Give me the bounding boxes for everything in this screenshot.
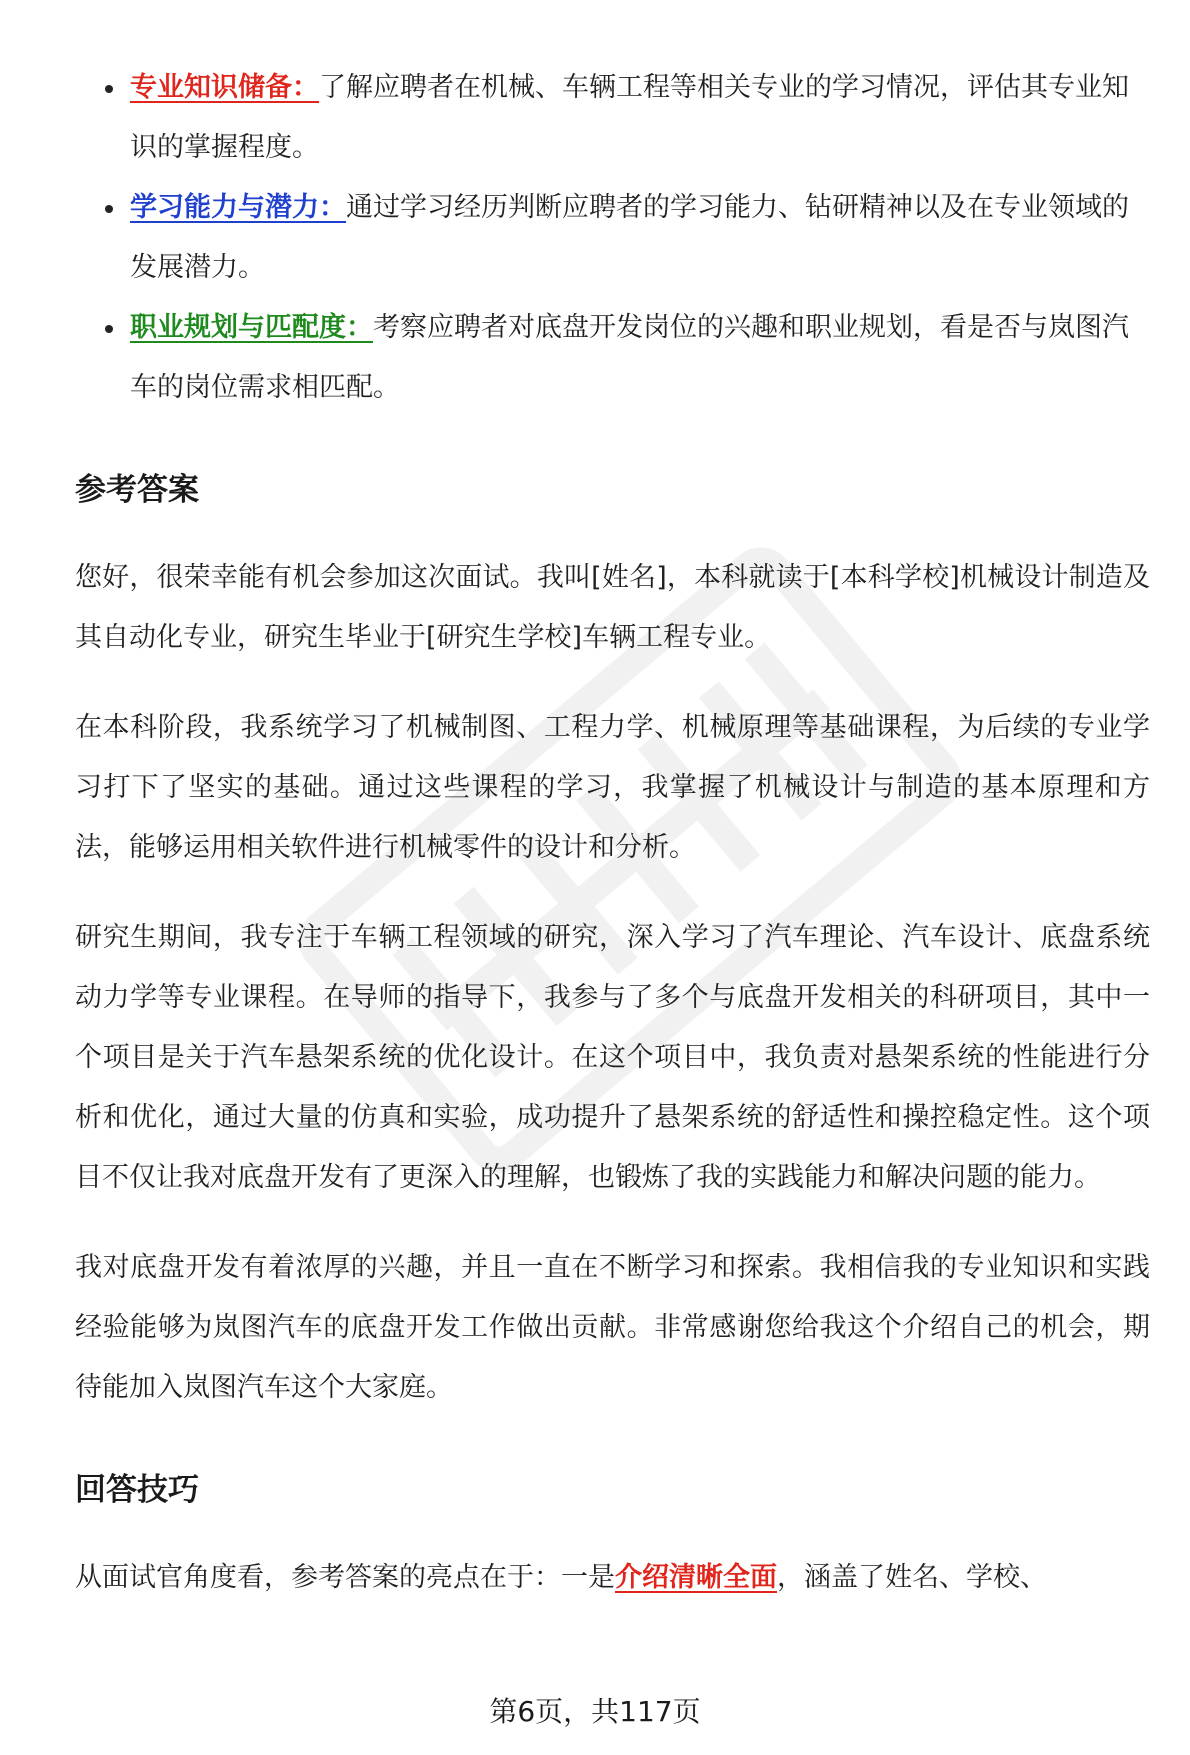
tips-heading: 回答技巧	[75, 1472, 199, 1508]
tips-paragraph	[75, 1548, 1150, 1608]
tips-intro-prefix: 从面试官角度看，参考答案的亮点在于：一是	[75, 1562, 615, 1593]
point-text: 考察应聘者对底盘开发岗位的兴趣和职业规划，看是否与岚图汽车的岗位需求相匹配。	[130, 312, 1129, 403]
point-keyword: 职业规划与匹配度：	[130, 312, 373, 343]
answer-paragraph: 在本科阶段，我系统学习了机械制图、工程力学、机械原理等基础课程，为后续的专业学习打下了坚实的基础。通过这些课程的学习，我掌握了机械设计与制造的基本原理和方法，能够运用相关软件进行机械零件的设计和分析。	[75, 712, 1150, 863]
tips-highlight: 介绍清晰全面	[615, 1562, 777, 1593]
point-text: 了解应聘者在机械、车辆工程等相关专业的学习情况，评估其专业知识的掌握程度。	[130, 72, 1129, 163]
answer-paragraph: 您好，很荣幸能有机会参加这次面试。我叫[姓名]，本科就读于[本科学校]机械设计制造及其自动化专业，研究生毕业于[研究生学校]车辆工程专业。	[75, 562, 1150, 653]
point-text: 通过学习经历判断应聘者的学习能力、钻研精神以及在专业领域的发展潜力。	[130, 192, 1129, 283]
evaluation-points-list	[75, 58, 1150, 418]
list-item	[75, 298, 1150, 418]
list-item	[75, 58, 1150, 178]
point-keyword: 专业知识储备：	[130, 72, 319, 103]
answer-paragraph: 我对底盘开发有着浓厚的兴趣，并且一直在不断学习和探索。我相信我的专业知识和实践经验能够为岚图汽车的底盘开发工作做出贡献。非常感谢您给我这个介绍自己的机会，期待能加入岚图汽车这个大家庭。	[75, 1252, 1150, 1403]
page-number: 第6页，共117页	[489, 1695, 701, 1728]
point-keyword: 学习能力与潜力：	[130, 192, 346, 223]
answer-paragraph: 研究生期间，我专注于车辆工程领域的研究，深入学习了汽车理论、汽车设计、底盘系统动力学等专业课程。在导师的指导下，我参与了多个与底盘开发相关的科研项目，其中一个项目是关于汽车悬架系统的优化设计。在这个项目中，我负责对悬架系统的性能进行分析和优化，通过大量的仿真和实验，成功提升了悬架系统的舒适性和操控稳定性。这个项目不仅让我对底盘开发有了更深入的理解，也锻炼了我的实践能力和解决问题的能力。	[75, 922, 1150, 1193]
tips-intro-suffix: ，涵盖了姓名、学校、	[777, 1562, 1047, 1593]
list-item	[75, 178, 1150, 298]
document-content	[75, 58, 1150, 1638]
answer-heading: 参考答案	[75, 472, 199, 508]
